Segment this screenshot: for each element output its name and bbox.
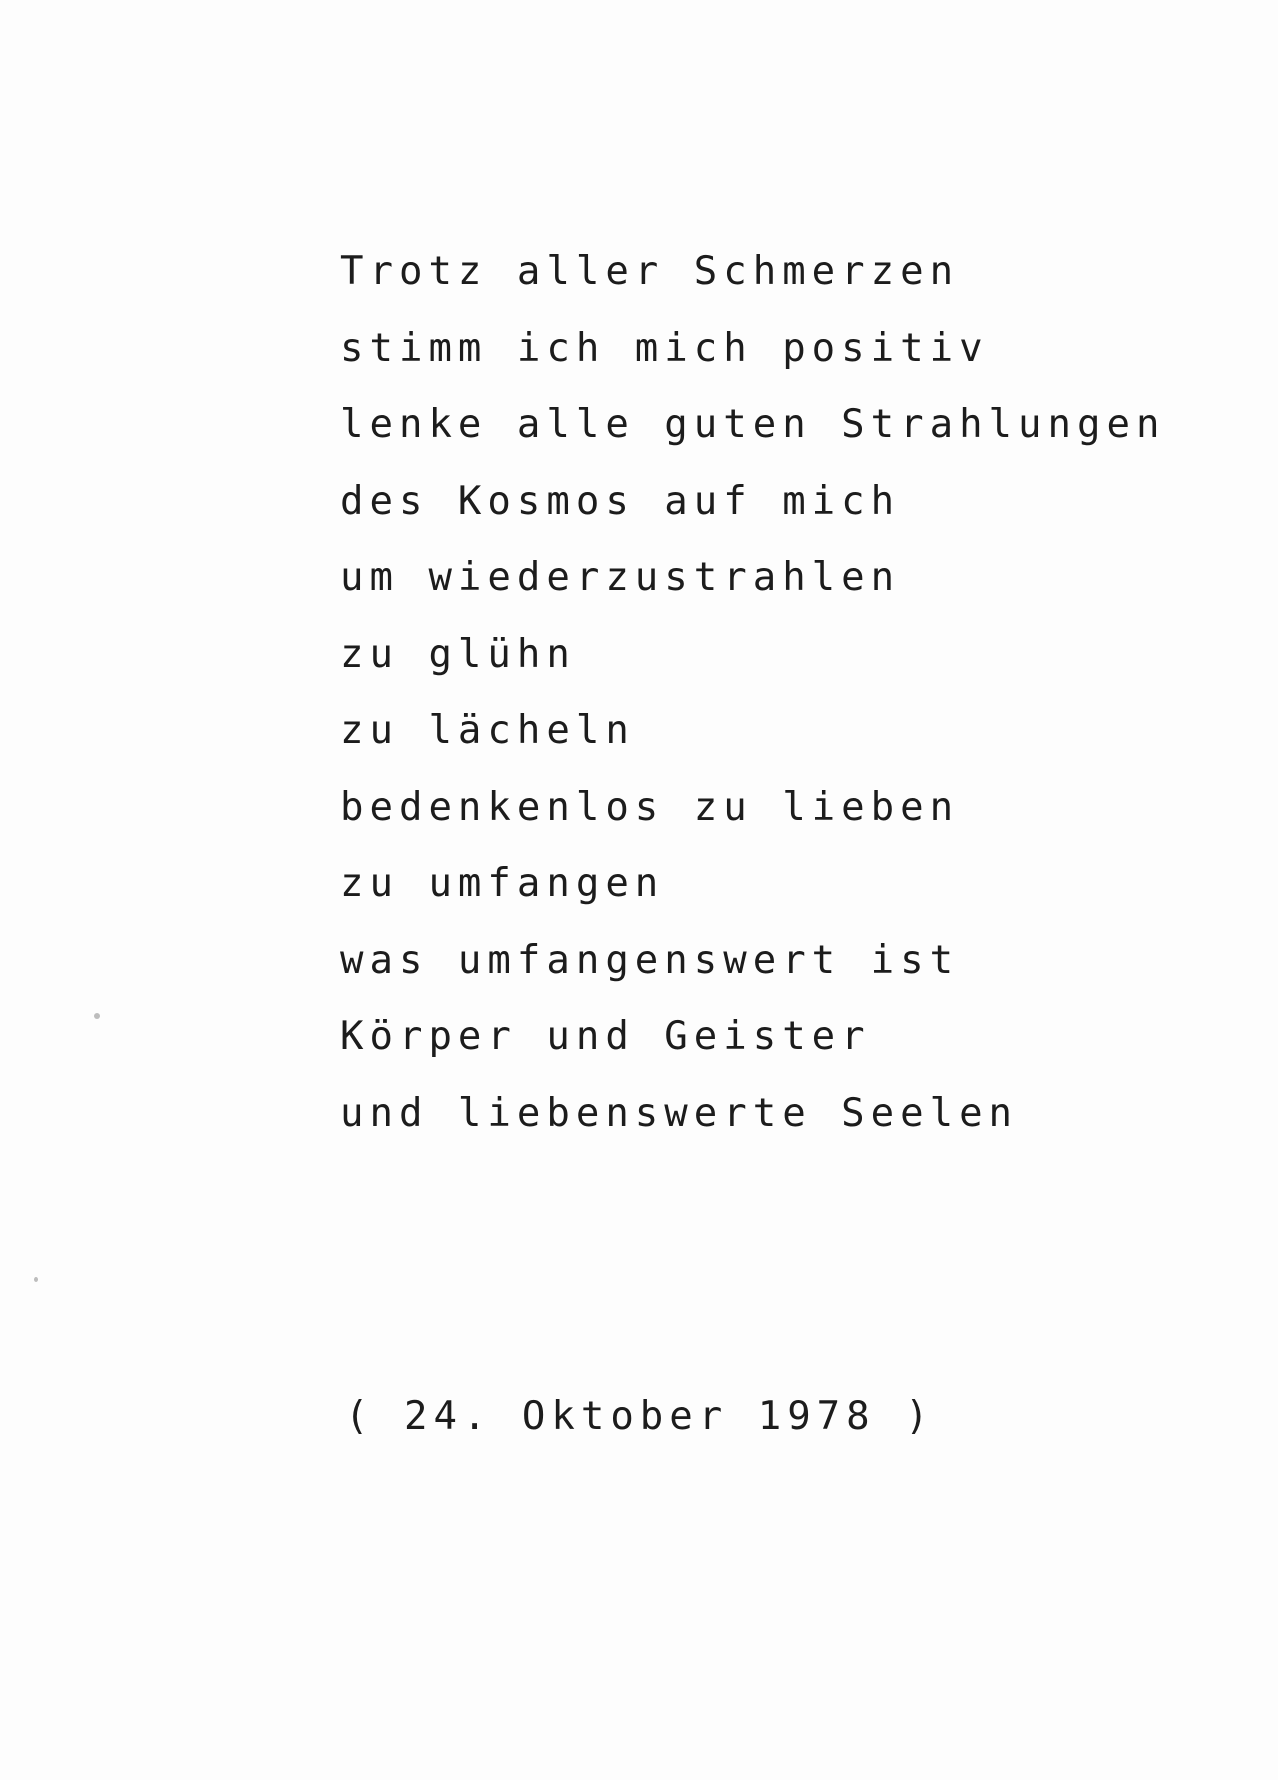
- paper-speck: [34, 1277, 38, 1282]
- poem-line: Körper und Geister: [340, 1014, 871, 1059]
- poem-line: des Kosmos auf mich: [340, 478, 901, 524]
- paper-speck: [94, 1013, 100, 1019]
- poem-line: Trotz aller Schmerzen: [340, 249, 960, 294]
- poem-line: lenke alle guten Strahlungen: [340, 402, 1166, 447]
- poem-line: um wiederzustrahlen: [340, 555, 901, 600]
- poem-line: zu umfangen: [340, 861, 665, 906]
- poem-line: was umfangenswert ist: [340, 937, 960, 983]
- date-note: ( 24. Oktober 1978 ): [345, 1394, 935, 1439]
- poem-line: bedenkenlos zu lieben: [340, 784, 960, 830]
- poem-line: stimm ich mich positiv: [340, 325, 989, 371]
- poem-line: zu lächeln: [340, 708, 635, 753]
- poem-line: zu glühn: [340, 631, 576, 677]
- poem-line: und liebenswerte Seelen: [340, 1090, 1019, 1136]
- poem: [340, 247, 1260, 1165]
